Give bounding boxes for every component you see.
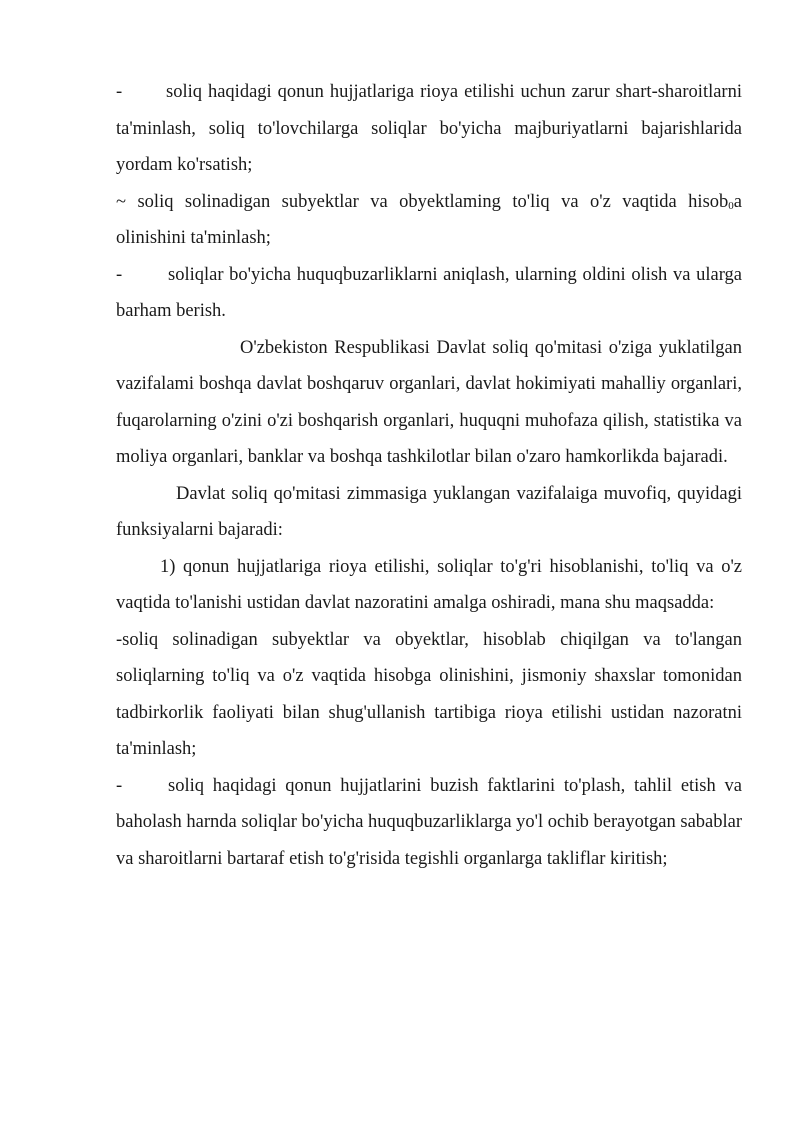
list-dash: - [116,775,123,796]
paragraph-8-text: soliq haqidagi qonun hujjatlarini buzish faktlarini to'plash, tahlil etish va baholash harnda soliqlar bo'yicha huquqbuzarliklarga yo'l ochib berayotgan sabablar va sharoitlarni bartaraf etish to'g'risida tegishli organlarga takliflar kiritish; [116,775,742,869]
list-dash: - [116,82,123,102]
document-page [116,74,742,877]
paragraph-3 [116,257,742,330]
list-dash: - [116,264,123,285]
paragraph-2 [116,184,742,257]
paragraph-6: 1) qonun hujjatlariga rioya etilishi, soliqlar to'g'ri hisoblanishi, to'liq va o'z vaqtida to'lanishi ustidan davlat nazoratini amalga oshiradi, mana shu maqsadda: [116,556,742,613]
paragraph-2-subscript: 0 [728,199,734,212]
paragraph-1 [116,74,742,184]
paragraph-1-text: soliq haqidagi qonun hujjatlariga rioya etilishi uchun zarur shart-sharoitlarni ta'minlash, soliq to'lovchilarga soliqlar bo'yicha majburiyatlarni bajarishlarida yordam ko'rsatish; [116,82,742,175]
paragraph-7: -soliq solinadigan subyektlar va obyektlar, hisoblab chiqilgan va to'langan soliqlarning to'liq va o'z vaqtida hisobga olinishini, jismoniy shaxslar tomonidan tadbirkorlik faoliyati bilan shug'ullanish tartibiga rioya etilishi ustidan nazoratni ta'minlash; [116,629,742,759]
paragraph-3-text: soliqlar bo'yicha huquqbuzarliklarni aniqlash, ularning oldini olish va ularga barham berish. [116,264,742,321]
paragraph-2-text-before: ~ soliq solinadigan subyektlar va obyektlaming to'liq va o'z vaqtida hisob [116,191,729,212]
paragraph-4: O'zbekiston Respublikasi Davlat soliq qo'mitasi o'ziga yuklatilgan vazifalami boshqa davlat boshqaruv organlari, davlat hokimiyati mahalliy organlari, fuqarolarning o'zini o'zi boshqarish organlari, huquqni muhofaza qilish, statistika va moliya organlari, banklar va boshqa tashkilotlar bilan o'zaro hamkorlikda bajaradi. [116,337,742,467]
paragraph-5: Davlat soliq qo'mitasi zimmasiga yuklangan vazifalaiga muvofiq, quyidagi funksiyalarni bajaradi: [116,483,742,540]
paragraph-2-text-after: a olinishini ta'minlash; [116,191,742,248]
paragraph-8 [116,768,742,878]
